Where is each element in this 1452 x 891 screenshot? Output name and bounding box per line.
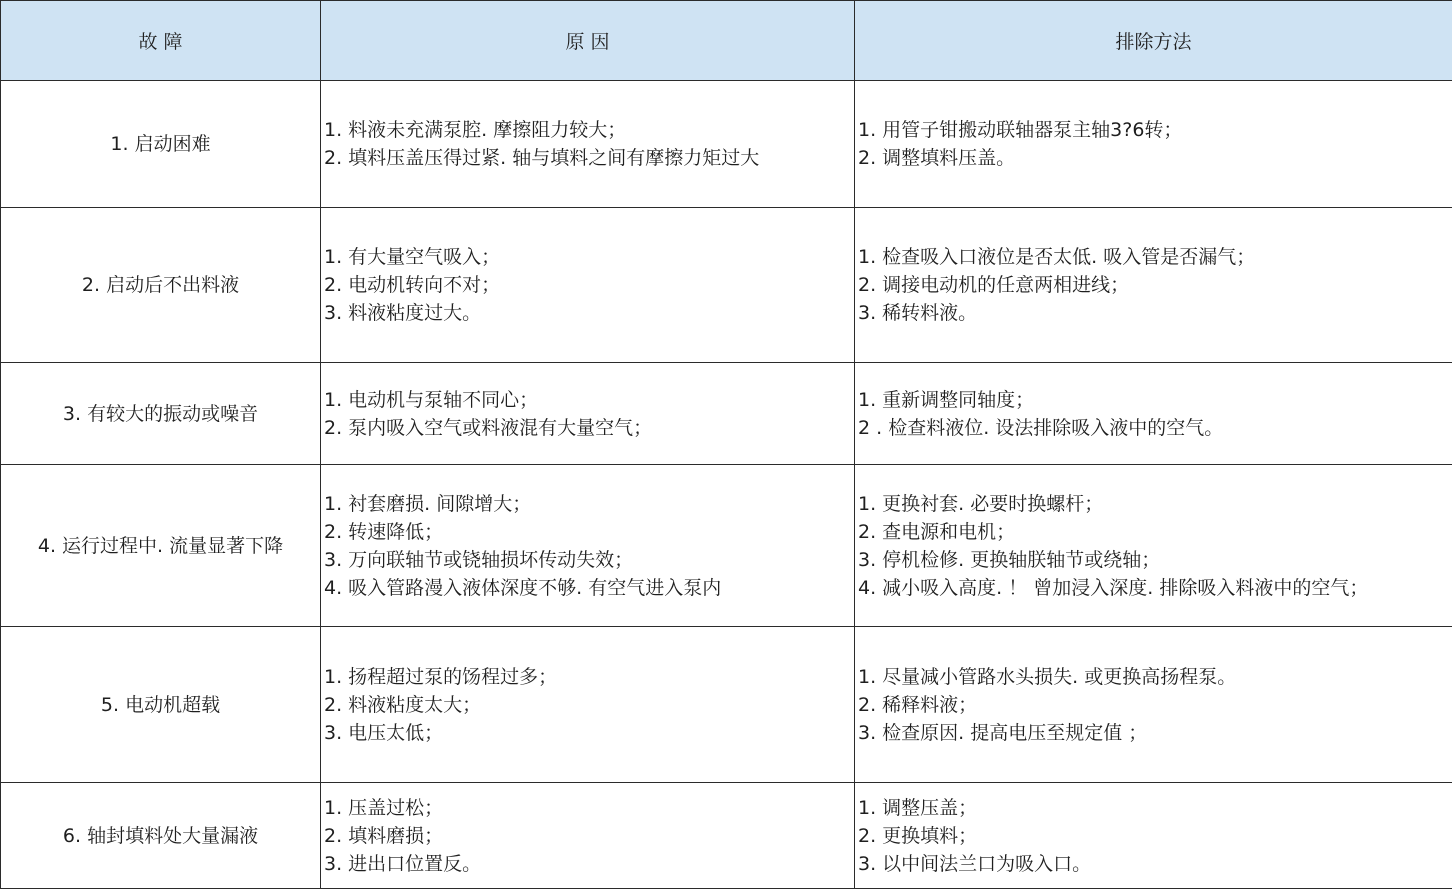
fault-cell: 1. 启动困难 bbox=[1, 81, 321, 208]
cause-item: 1. 压盖过松； bbox=[324, 796, 444, 819]
table-row bbox=[1, 363, 1452, 465]
remedy-item: 2. 调整填料压盖。 bbox=[858, 147, 1016, 169]
table-row bbox=[1, 627, 1452, 783]
table-row bbox=[1, 465, 1452, 627]
header-remedy: 排除方法 bbox=[855, 1, 1452, 81]
remedy-item: 1. 用管子钳搬动联轴器泵主轴3?6转； bbox=[858, 119, 1183, 141]
fault-cell: 6. 轴封填料处大量漏液 bbox=[1, 783, 321, 889]
cause-item: 1. 料液未充满泵腔. 摩擦阻力较大； bbox=[324, 119, 627, 141]
remedy-item: 2. 调接电动机的任意两相进线； bbox=[858, 274, 1130, 296]
cause-item: 2. 转速降低； bbox=[324, 520, 444, 543]
header-cause: 原 因 bbox=[321, 1, 855, 81]
cause-cell bbox=[321, 783, 855, 889]
cause-item: 2. 填料压盖压得过紧. 轴与填料之间有摩擦力矩过大 bbox=[324, 147, 760, 169]
cause-cell bbox=[321, 363, 855, 465]
remedy-cell bbox=[855, 465, 1452, 627]
remedy-item: 3. 检查原因. 提高电压至规定值 ； bbox=[858, 721, 1148, 744]
remedy-cell bbox=[855, 81, 1452, 208]
cause-item: 1. 有大量空气吸入； bbox=[324, 246, 501, 268]
remedy-cell bbox=[855, 627, 1452, 783]
remedy-item: 1. 调整压盖； bbox=[858, 796, 978, 819]
cause-item: 3. 电压太低； bbox=[324, 721, 444, 744]
cause-item: 3. 料液粘度过大。 bbox=[324, 302, 482, 324]
remedy-item: 3. 稀转料液。 bbox=[858, 302, 978, 324]
remedy-item: 1. 更换衬套. 必要时换螺杆； bbox=[858, 492, 1104, 515]
cause-item: 1. 电动机与泵轴不同心； bbox=[324, 388, 539, 411]
cause-item: 4. 吸入管路漫入液体深度不够. 有空气进入泵内 bbox=[324, 576, 722, 599]
remedy-item: 4. 减小吸入高度. ！ 曾加浸入深度. 排除吸入料液中的空气； bbox=[858, 576, 1369, 599]
remedy-cell bbox=[855, 208, 1452, 363]
cause-item: 3. 进出口位置反。 bbox=[324, 852, 482, 875]
remedy-item: 2 . 检查料液位. 设法排除吸入液中的空气。 bbox=[858, 416, 1224, 439]
cause-item: 2. 电动机转向不对； bbox=[324, 274, 501, 296]
table-body bbox=[1, 81, 1452, 889]
remedy-item: 1. 尽量减小管路水头损失. 或更换高扬程泵。 bbox=[858, 665, 1237, 688]
table-row bbox=[1, 783, 1452, 889]
remedy-item: 3. 以中间法兰口为吸入口。 bbox=[858, 852, 1092, 875]
cause-item: 3. 万向联轴节或铙轴损坏传动失效； bbox=[324, 548, 634, 571]
cause-cell bbox=[321, 627, 855, 783]
cause-cell bbox=[321, 465, 855, 627]
table-header bbox=[1, 1, 1452, 81]
header-row bbox=[1, 1, 1452, 81]
remedy-item: 1. 检查吸入口液位是否太低. 吸入管是否漏气； bbox=[858, 246, 1256, 268]
remedy-item: 2. 查电源和电机； bbox=[858, 520, 1016, 543]
cause-item: 1. 衬套磨损. 间隙增大； bbox=[324, 492, 532, 515]
remedy-item: 2. 更换填料； bbox=[858, 824, 978, 847]
cause-item: 2. 泵内吸入空气或料液混有大量空气； bbox=[324, 416, 653, 439]
fault-cell: 4. 运行过程中. 流量显著下降 bbox=[1, 465, 321, 627]
remedy-cell bbox=[855, 783, 1452, 889]
cause-item: 2. 填料磨损； bbox=[324, 824, 444, 847]
cause-cell bbox=[321, 208, 855, 363]
cause-cell bbox=[321, 81, 855, 208]
fault-cell: 2. 启动后不出料液 bbox=[1, 208, 321, 363]
header-fault: 故 障 bbox=[1, 1, 321, 81]
cause-item: 2. 料液粘度太大； bbox=[324, 693, 482, 716]
fault-cell: 5. 电动机超载 bbox=[1, 627, 321, 783]
fault-cell: 3. 有较大的振动或噪音 bbox=[1, 363, 321, 465]
remedy-cell bbox=[855, 363, 1452, 465]
remedy-item: 1. 重新调整同轴度； bbox=[858, 388, 1035, 411]
remedy-item: 2. 稀释料液； bbox=[858, 693, 978, 716]
remedy-item: 3. 停机检修. 更换轴朕轴节或绕轴； bbox=[858, 548, 1161, 571]
cause-item: 1. 扬程超过泵的饧程过多； bbox=[324, 665, 558, 688]
table-row bbox=[1, 208, 1452, 363]
table-row bbox=[1, 81, 1452, 208]
